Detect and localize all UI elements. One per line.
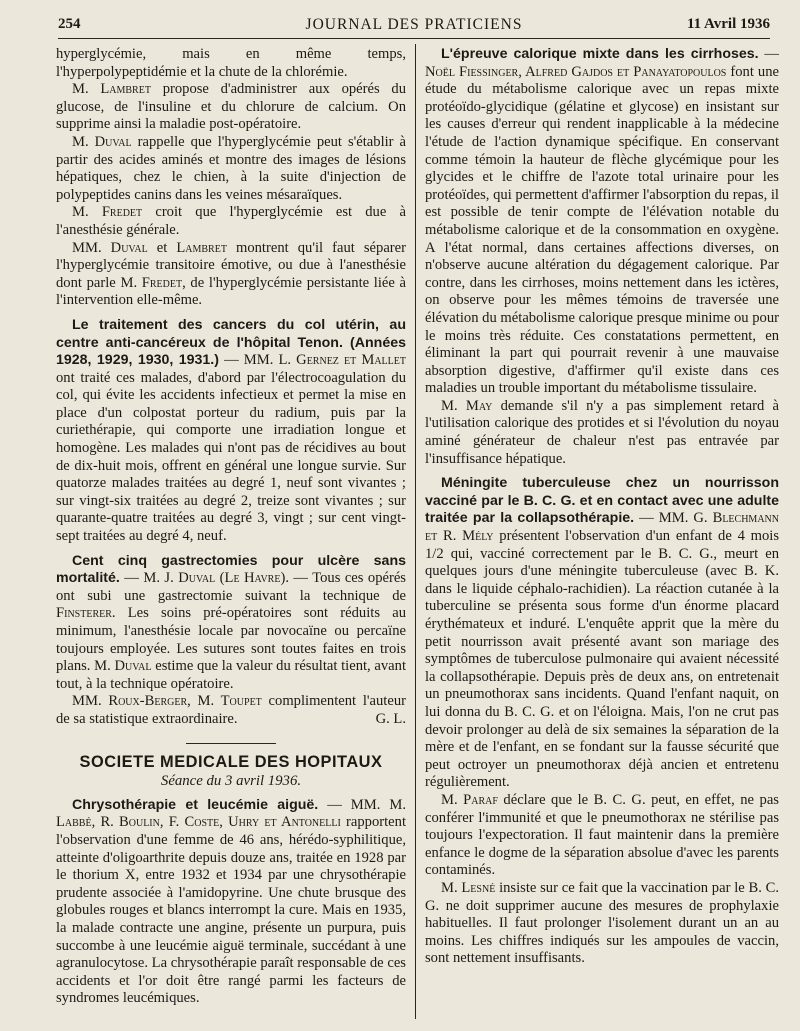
journal-title: JOURNAL DES PRATICIENS: [305, 16, 523, 33]
paragraph: MM. Duval et Lambret montrent qu'il faut séparer l'hyperglycémie transitoire émotive, ou due à l'anesthésie dont parle M. Fredet, de l'hyperglycémie persistante liée à l'intervention elle-même.: [56, 239, 406, 309]
article-heading: Méningite tuberculeuse chez un nourrisson vacciné par le B. C. G. et en contact avec une adulte traitée par la collapsothérapie.: [425, 475, 779, 527]
article: Chrysothérapie et leucémie aiguë. — MM. M. Labbé, R. Boulin, F. Coste, Uhry et Antonelli rapportent l'observation d'une femme de 46 ans, hérédo-syphilitique, atteinte d'oligoarthrite depuis douze ans, traitée en 1928 par le thorium X, entre 1932 et 1934 par une chrysothérapie prudente associée à l'amidopyrine. Une chute brusque des globules rouges et blancs interrompt la cure. Mais en 1935, la malade contracte une angine, présente un purpura, puis succombe à une leucémie aiguë terminale, succédant à une agranulocytose. La chrysothérapie paraît responsable de ces accidents et l'or doit être rangé parmi les facteurs de syndromes leucémiques.: [56, 796, 407, 1007]
section-rule: [186, 743, 276, 744]
speaker-name: MM. Roux-Berger, M. Toupet: [72, 693, 262, 710]
speaker-name: Duval: [114, 658, 152, 675]
session-date: Séance du 3 avril 1936.: [160, 773, 302, 790]
column-divider: [415, 44, 416, 1019]
paragraph: hyperglycémie, mais en même temps, l'hyperpolypeptidémie et la chute de la chlorémie.: [56, 46, 406, 80]
article: Cent cinq gastrectomies pour ulcère sans mortalité. — M. J. Duval (Le Havre). — Tous ces opérés ont subi une gastrectomie suivant la technique de Finsterer. Les soins pré-opératoires sont réduits au minimum, l'anesthésie locale par novocaïne ou percaïne toujours employée. Les sutures sont toutes faites en trois plans. M. Duval estime que la valeur du résultat tient, avant tout, à la technique opératoire.: [56, 552, 407, 692]
paragraph: M. Lesné insiste sur ce fait que la vaccination par le B. C. G. ne doit supprimer aucune des mesures de prophylaxie habituelles. Il faut prolonger l'isolement durant un an au moins. Les chiffres indiqués sur les ampoules de vaccin, sont nettement insuffisants.: [425, 879, 780, 967]
authors: — MM. L. Gernez et Mallet: [218, 352, 406, 369]
page-header: [58, 14, 770, 39]
paragraph: M. Fredet croit que l'hyperglycémie est due à l'anesthésie générale.: [56, 204, 406, 238]
article-heading: Chrysothérapie et leucémie aiguë.: [72, 796, 319, 813]
article-heading: Le traitement des cancers du col utérin, au centre anti-cancéreux de l'hôpital Tenon. (Années 1928, 1929, 1930, 1931.): [56, 316, 406, 369]
page-number: 254: [58, 16, 81, 32]
authors: — MM. G. Blechmann et R. Mély: [425, 510, 779, 545]
society-title: SOCIETE MEDICALE DES HOPITAUX: [79, 752, 383, 771]
paragraph: MM. Roux-Berger, M. Toupet complimentent l'auteur de sa statistique extraordinaire. G. L.: [56, 693, 406, 727]
issue-date: 11 Avril 1936: [686, 16, 770, 32]
speaker-name: Fredet: [141, 274, 183, 291]
paragraph: M. Paraf déclare que le B. C. G. peut, en effet, ne pas conférer l'immunité et que le pneumothorax ne stérilise pas toujours l'expectoration. Il faut maintenir dans la première enfance le dogme de la séparation absolue d'avec les parents contaminés.: [425, 791, 779, 879]
article: L'épreuve calorique mixte dans les cirrhoses. — Noël Fiessinger, Alfred Gajdos et Panayatopoulos font une étude du métabolisme calorique avec un repas mixte protéoïdo-glycidique (gélatine et glycose) en insistant sur les causes d'erreur qui rendent inapplicable à la médecine l'étude de l'action dynamique spécifique. En conservant comme témoin la hauteur de flèche glycémique pour les glycides et le chiffre de l'azote total urinaire pour les protéoïdes, qui permettent d'affirmer l'absorption du repas, il est possible de tenir compte de l'élévation notable du métabolisme calorique et de la consommation en oxygène. A l'état normal, dans certaines affections diverses, on n'observe aucune altération du dégagement calorique. Par contre, dans les cirrhoses, moins nettement dans les ictères, on observe pour les mêmes témoins de traversée une élévation du métabolisme calorique presque minime ou pour le moins très réduite. Ces constatations permettent, en éliminant la part qui pourrait revenir à une mauvaise absorption digestive, d'affirmer qu'il existe dans ces maladies un trouble important du métabolisme tissulaire.: [425, 46, 779, 397]
article-heading: L'épreuve calorique mixte dans les cirrhoses.: [441, 46, 759, 62]
speaker-name: M. Fredet: [72, 204, 143, 221]
paragraph: M. Duval rappelle que l'hyperglycémie peut s'établir à partir des acides aminés et montre des images de lésions hépatiques, chez le chien, à la suite d'injection de polypeptides canins dans les veines mésaraïques.: [56, 133, 407, 203]
article: Méningite tuberculeuse chez un nourrisson vacciné par le B. C. G. et en contact avec une adulte traitée par la collapsothérapie. — MM. G. Blechmann et R. Mély présentent l'observation d'un enfant de 4 mois 1/2 qui, vacciné correctement par le B. C. G., meurt en quelques jours d'une méningite tuberculeuse (avec B. K. dans le liquide céphalo-rachidien). La réaction cutanée à la tuberculine se présenta sous forme d'un énorme placard érythémateux et induré. L'enquête apprit que la mère du petit nourrisson avait présenté avant son mariage des symptômes de tuberculose pulmonaire qui avaient nécessité la collapsothérapie. Depuis près de deux ans, on entretenait un pneumothorax sans incidents. Quand l'enfant naquit, on lui donna du B. C. G. et on l'éloigna. Mais, l'on ne crut pas devoir prolonger au delà de six semaines la séparation de la mère et de l'enfant, en se fondant sur la fausse sécurité que peut octroyer un pneumothorax déjà ancien et entretenu régulièrement.: [425, 475, 780, 791]
left-column: [56, 46, 406, 1008]
authors: — MM. M. Labbé, R. Boulin, F. Coste, Uhry et Antonelli: [56, 796, 406, 831]
authors: — M. J. Duval (Le Havre).: [119, 570, 289, 587]
speaker-name: M. May: [441, 397, 493, 414]
paragraph: M. Lambret propose d'administrer aux opérés du glucose, de l'insuline et du chlorure de calcium. On supprime ainsi la maladie post-opératoire.: [56, 81, 406, 133]
paragraph: M. May demande s'il n'y a pas simplement retard à l'utilisation calorique des protides et si l'évolution du noyau aminé générateur de chaleur n'est pas entravée par l'insuffisance hépatique.: [425, 397, 779, 467]
right-column: [425, 46, 779, 968]
speaker-name: M. Lesné: [441, 879, 496, 896]
article: Le traitement des cancers du col utérin, au centre anti-cancéreux de l'hôpital Tenon. (Années 1928, 1929, 1930, 1931.) — MM. L. Gernez et Mallet ont traité ces malades, d'abord par l'électrocoagulation du col, qui évite les accidents infectieux et permet la mise en place d'un colpostat porteur du radium, puis par la curiethérapie, qui comporte une irradiation longue et homogène. Les malades qui n'ont pas de récidives au bout de dix-huit mois, offrent en général une longue survie. Sur quatorze malades traitées au degré 1, neuf sont vivantes ; sur vingt-six traitées au degré 2, treize sont vivantes ; sur quarante-quatre traitées au degré 3, vingt ; sur cent vingt-sept traitées au degré 4, neuf.: [56, 316, 406, 545]
speaker-name: M. Paraf: [441, 791, 498, 808]
speaker-name: Finsterer: [56, 605, 112, 622]
speaker-name: M. Duval: [72, 133, 132, 150]
author-signature: G. L.: [375, 710, 406, 727]
speaker-name: Duval: [110, 239, 148, 256]
speaker-name: M. Lambret: [72, 81, 151, 98]
article-heading: Cent cinq gastrectomies pour ulcère sans mortalité.: [56, 552, 406, 587]
authors: — Noël Fiessinger, Alfred Gajdos et Panayatopoulos: [425, 46, 779, 80]
speaker-name: Lambret: [176, 239, 227, 256]
